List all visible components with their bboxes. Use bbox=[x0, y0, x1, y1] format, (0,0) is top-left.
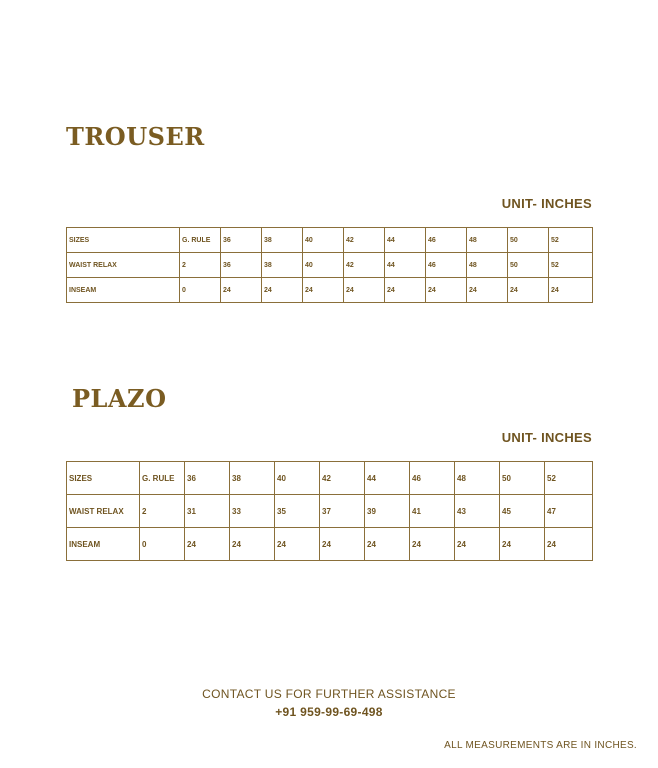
trouser-title: TROUSER bbox=[66, 122, 205, 151]
table-cell: 42 bbox=[344, 228, 385, 253]
plazo-title: PLAZO bbox=[72, 384, 167, 413]
measurement-footnote: ALL MEASUREMENTS ARE IN INCHES. bbox=[444, 740, 637, 751]
table-cell: 40 bbox=[275, 462, 320, 495]
table-cell: 44 bbox=[385, 253, 426, 278]
table-cell: 52 bbox=[549, 228, 593, 253]
table-cell: 24 bbox=[262, 278, 303, 303]
table-cell: 24 bbox=[455, 528, 500, 561]
row-header-cell: INSEAM bbox=[67, 278, 180, 303]
table-cell: 42 bbox=[320, 462, 365, 495]
trouser-row-sizes bbox=[67, 228, 593, 253]
table-cell: 48 bbox=[455, 462, 500, 495]
row-header-cell: INSEAM bbox=[67, 528, 140, 561]
table-cell: 48 bbox=[467, 253, 508, 278]
table-cell: 43 bbox=[455, 495, 500, 528]
table-cell: 2 bbox=[180, 253, 221, 278]
row-header-cell: WAIST RELAX bbox=[67, 253, 180, 278]
table-cell: 24 bbox=[230, 528, 275, 561]
table-cell: 24 bbox=[545, 528, 593, 561]
plazo-size-table bbox=[66, 461, 593, 561]
table-cell: 38 bbox=[230, 462, 275, 495]
table-cell: 24 bbox=[410, 528, 455, 561]
table-cell: 46 bbox=[426, 253, 467, 278]
table-cell: 24 bbox=[221, 278, 262, 303]
table-cell: 36 bbox=[221, 228, 262, 253]
table-cell: 24 bbox=[500, 528, 545, 561]
table-cell: 24 bbox=[365, 528, 410, 561]
table-cell: 44 bbox=[385, 228, 426, 253]
table-cell: 24 bbox=[344, 278, 385, 303]
table-cell: 24 bbox=[385, 278, 426, 303]
plazo-row-waist-relax bbox=[67, 495, 593, 528]
table-cell: 24 bbox=[426, 278, 467, 303]
table-cell: 39 bbox=[365, 495, 410, 528]
table-cell: 40 bbox=[303, 253, 344, 278]
table-cell: 24 bbox=[275, 528, 320, 561]
table-cell: 0 bbox=[180, 278, 221, 303]
table-cell: 24 bbox=[508, 278, 549, 303]
contact-phone[interactable]: +91 959-99-69-498 bbox=[275, 705, 383, 719]
table-cell: 36 bbox=[185, 462, 230, 495]
table-cell: 41 bbox=[410, 495, 455, 528]
table-cell: 46 bbox=[426, 228, 467, 253]
trouser-size-table bbox=[66, 227, 593, 303]
row-header-cell: SIZES bbox=[67, 228, 180, 253]
table-cell: G. RULE bbox=[180, 228, 221, 253]
contact-line: CONTACT US FOR FURTHER ASSISTANCE bbox=[202, 687, 456, 701]
table-cell: 2 bbox=[140, 495, 185, 528]
table-cell: 46 bbox=[410, 462, 455, 495]
plazo-row-inseam bbox=[67, 528, 593, 561]
plazo-row-sizes bbox=[67, 462, 593, 495]
table-cell: 40 bbox=[303, 228, 344, 253]
table-cell: 48 bbox=[467, 228, 508, 253]
table-cell: 50 bbox=[508, 253, 549, 278]
table-cell: 31 bbox=[185, 495, 230, 528]
table-cell: 47 bbox=[545, 495, 593, 528]
table-cell: 38 bbox=[262, 228, 303, 253]
table-cell: 24 bbox=[549, 278, 593, 303]
table-cell: 24 bbox=[185, 528, 230, 561]
trouser-unit-label: UNIT- INCHES bbox=[501, 196, 592, 211]
table-cell: 24 bbox=[320, 528, 365, 561]
trouser-row-inseam bbox=[67, 278, 593, 303]
plazo-unit-label: UNIT- INCHES bbox=[501, 430, 592, 445]
table-cell: 52 bbox=[549, 253, 593, 278]
table-cell: 50 bbox=[508, 228, 549, 253]
table-cell: 44 bbox=[365, 462, 410, 495]
table-cell: 45 bbox=[500, 495, 545, 528]
table-cell: G. RULE bbox=[140, 462, 185, 495]
table-cell: 36 bbox=[221, 253, 262, 278]
row-header-cell: WAIST RELAX bbox=[67, 495, 140, 528]
trouser-row-waist-relax bbox=[67, 253, 593, 278]
table-cell: 35 bbox=[275, 495, 320, 528]
table-cell: 38 bbox=[262, 253, 303, 278]
row-header-cell: SIZES bbox=[67, 462, 140, 495]
table-cell: 50 bbox=[500, 462, 545, 495]
table-cell: 24 bbox=[467, 278, 508, 303]
table-cell: 42 bbox=[344, 253, 385, 278]
table-cell: 37 bbox=[320, 495, 365, 528]
table-cell: 52 bbox=[545, 462, 593, 495]
table-cell: 24 bbox=[303, 278, 344, 303]
table-cell: 33 bbox=[230, 495, 275, 528]
table-cell: 0 bbox=[140, 528, 185, 561]
